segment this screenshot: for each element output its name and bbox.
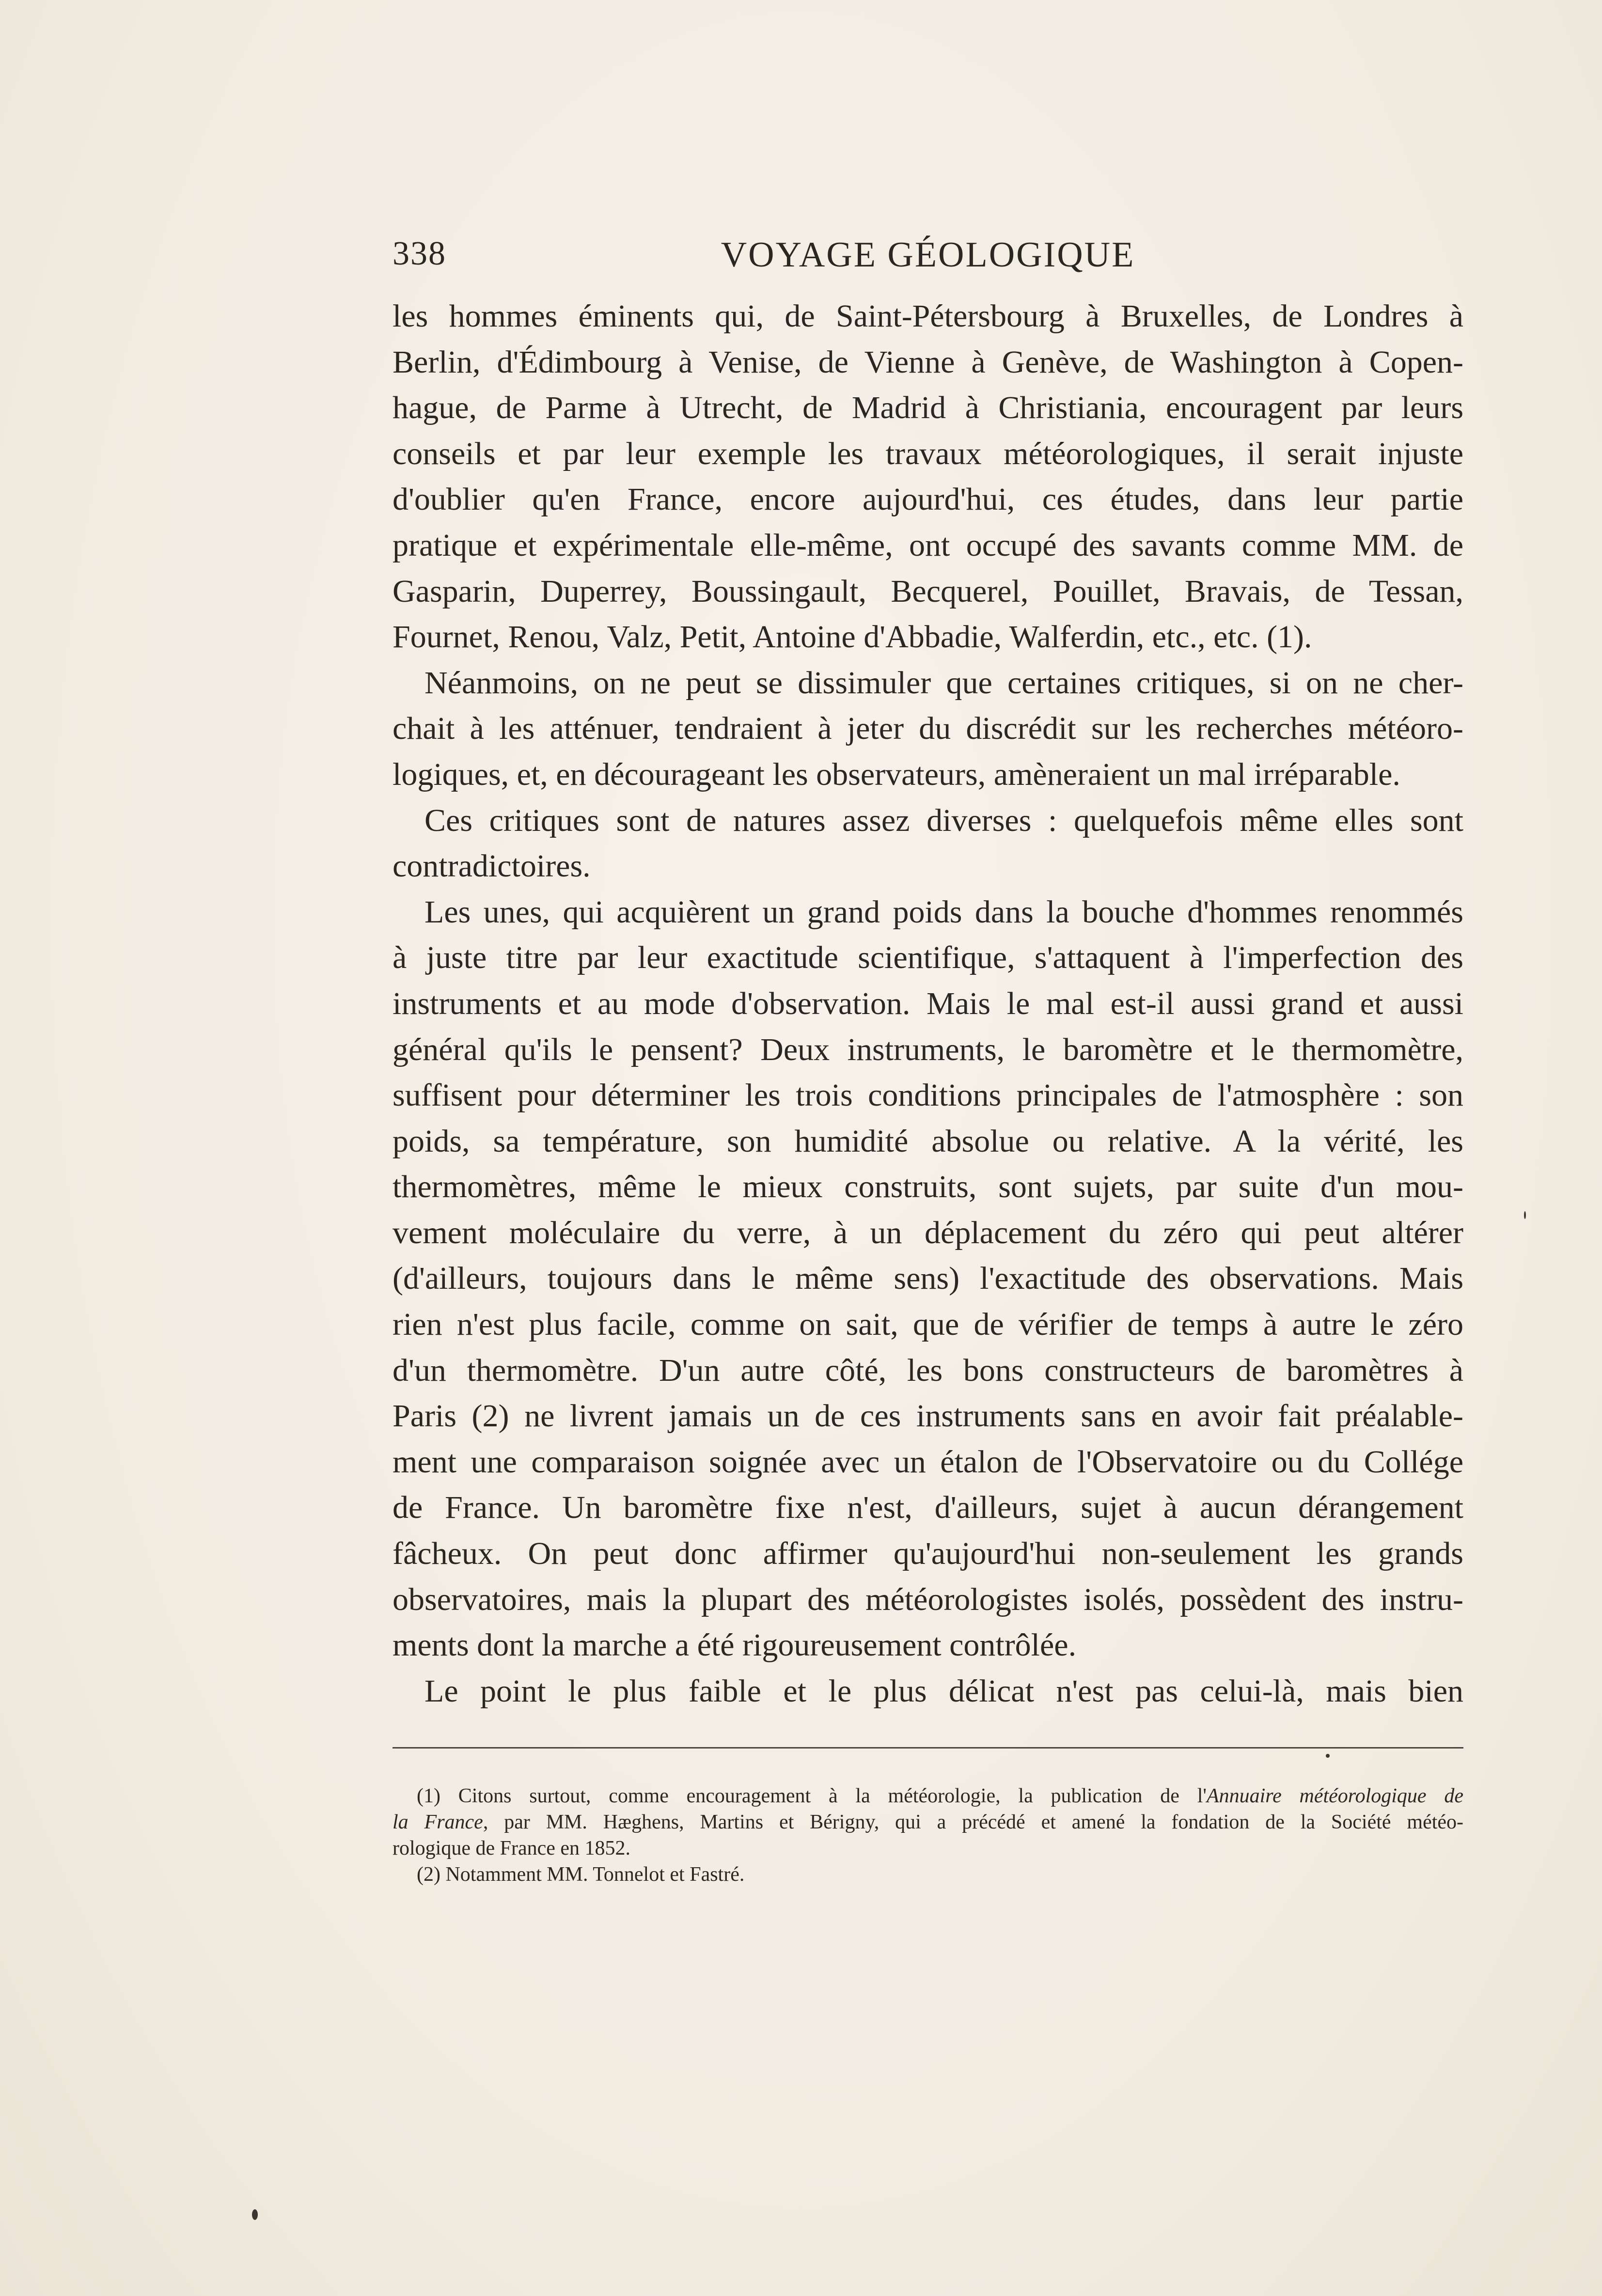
body-line: conseils et par leur exemple les travaux météorologiques, il serait injuste — [393, 436, 1463, 471]
body-line: hague, de Parme à Utrecht, de Madrid à Christiania, encouragent par leurs — [393, 390, 1463, 426]
body-line: observatoires, mais la plupart des météorologistes isolés, possèdent des instru- — [393, 1581, 1463, 1617]
page-number: 338 — [393, 235, 446, 272]
body-line: contradictoires. — [393, 848, 591, 884]
body-line: d'un thermomètre. D'un autre côté, les bons constructeurs de baromètres à — [393, 1352, 1463, 1388]
body-line: suffisent pour déterminer les trois conditions principales de l'atmosphère : son — [393, 1078, 1463, 1113]
body-line: à juste titre par leur exactitude scientifique, s'attaquent à l'imperfection des — [393, 940, 1463, 976]
footnote-line: (2) Notamment MM. Tonnelot et Fastré. — [417, 1863, 745, 1886]
body-line: poids, sa température, son humidité absolue ou relative. A la vérité, les — [393, 1123, 1463, 1159]
body-line: ments dont la marche a été rigoureusement contrôlée. — [393, 1627, 1077, 1663]
body-line: fâcheux. On peut donc affirmer qu'aujourd'hui non-seulement les grands — [393, 1536, 1463, 1572]
footnote-separator — [393, 1747, 1463, 1749]
body-line: Paris (2) ne livrent jamais un de ces instruments sans en avoir fait préalable- — [393, 1398, 1463, 1434]
body-line: général qu'ils le pensent? Deux instruments, le baromètre et le thermomètre, — [393, 1031, 1463, 1067]
body-line: logiques, et, en décourageant les observateurs, amèneraient un mal irréparable. — [393, 756, 1400, 792]
body-line: vement moléculaire du verre, à un déplacement du zéro qui peut altérer — [393, 1215, 1463, 1250]
page-header — [393, 234, 1463, 278]
body-line: rien n'est plus facile, comme on sait, que de vérifier de temps à autre le zéro — [393, 1307, 1463, 1343]
body-line: de France. Un baromètre fixe n'est, d'ailleurs, sujet à aucun dérangement — [393, 1490, 1463, 1526]
footnote-line: la France, par MM. Hæghens, Martins et Bérigny, qui a précédé et amené la fondation de la Société météo- — [393, 1811, 1464, 1833]
body-line: Berlin, d'Édimbourg à Venise, de Vienne à Genève, de Washington à Copen- — [393, 344, 1463, 380]
body-line: Gasparin, Duperrey, Boussingault, Becquerel, Pouillet, Bravais, de Tessan, — [393, 573, 1463, 609]
body-line: (d'ailleurs, toujours dans le même sens) l'exactitude des observations. Mais — [393, 1261, 1463, 1296]
footnote-line: rologique de France en 1852. — [393, 1837, 631, 1859]
body-line: Ces critiques sont de natures assez diverses : quelquefois même elles sont — [424, 802, 1463, 838]
body-line: pratique et expérimentale elle-même, ont occupé des savants comme MM. de — [393, 527, 1463, 563]
body-line: d'oublier qu'en France, encore aujourd'hui, ces études, dans leur partie — [393, 482, 1463, 517]
body-line: Néanmoins, on ne peut se dissimuler que certaines critiques, si on ne cher- — [424, 665, 1463, 701]
body-line: Le point le plus faible et le plus délicat n'est pas celui-là, mais bien — [424, 1673, 1463, 1709]
body-line: Les unes, qui acquièrent un grand poids dans la bouche d'hommes renommés — [424, 894, 1463, 930]
body-line: Fournet, Renou, Valz, Petit, Antoine d'Abbadie, Walferdin, etc., etc. (1). — [393, 619, 1312, 655]
footnotes — [393, 1783, 1463, 1888]
body-text — [393, 294, 1463, 1714]
body-line: thermomètres, même le mieux construits, sont sujets, par suite d'un mou- — [393, 1169, 1463, 1205]
running-title: VOYAGE GÉOLOGIQUE — [721, 235, 1135, 275]
body-line: ment une comparaison soignée avec un étalon de l'Observatoire ou du Collége — [393, 1444, 1463, 1480]
body-line: les hommes éminents qui, de Saint-Pétersbourg à Bruxelles, de Londres à — [393, 298, 1463, 334]
footnote-line: (1) Citons surtout, comme encouragement à la météorologie, la publication de l'Annuaire météorologique de — [417, 1785, 1463, 1807]
body-line: chait à les atténuer, tendraient à jeter du discrédit sur les recherches météoro- — [393, 711, 1463, 747]
body-line: instruments et au mode d'observation. Mais le mal est-il aussi grand et aussi — [393, 985, 1463, 1021]
